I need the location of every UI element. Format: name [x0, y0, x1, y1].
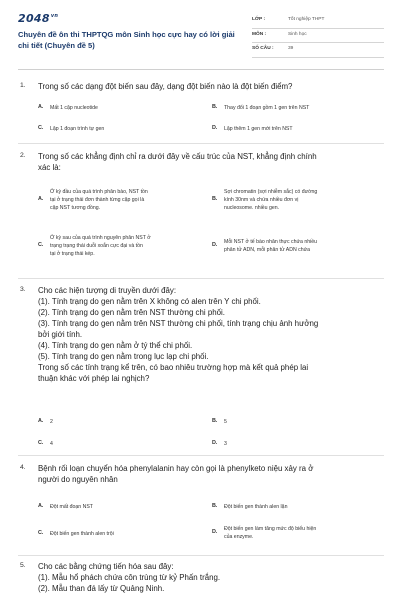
question-text-line: thuận khác với phép lai nghịch? [38, 374, 150, 383]
question-divider [18, 455, 384, 456]
meta-label: SỐ CÂU : [252, 46, 274, 51]
option-letter: C. [38, 530, 44, 536]
option-text [50, 530, 114, 538]
meta-value: Tốt nghiệp THPT [288, 17, 325, 22]
option-letter: D. [212, 529, 218, 535]
option-text [224, 238, 317, 254]
option-text [224, 503, 287, 511]
option-letter: C. [38, 440, 44, 446]
question-text [38, 285, 384, 384]
question-text-line: (1). Mẫu hổ phách chứa côn trùng từ kỷ Phấn trắng. [38, 573, 221, 582]
option-text-line: Đột biến gen làm tăng mức độ biểu hiện [224, 526, 317, 532]
question-text-line: (2). Tính trạng do gen nằm trên NST thường chi phối. [38, 308, 225, 317]
option-letter: D. [212, 440, 218, 446]
option-text-line: 4 [50, 441, 53, 447]
option-text-line: cặp NST tương đồng. [50, 205, 101, 211]
question-number: 1. [20, 82, 26, 89]
question-text-line: người do nguyên nhân [38, 475, 118, 484]
question-text [38, 463, 384, 485]
option-text-line: của enzyme. [224, 534, 254, 540]
option-text [224, 440, 227, 448]
question-text-line: xác là: [38, 163, 61, 172]
option-text [50, 418, 53, 426]
option-letter: B. [212, 418, 218, 424]
meta-value: 39 [288, 46, 294, 51]
question-text-line: Bệnh rối loạn chuyển hóa phenylalanin hay còn gọi là phenylketo niệu xảy ra ở [38, 464, 314, 473]
document-title-line: chi tiết (Chuyên đề 5) [18, 40, 95, 50]
document-meta [252, 14, 384, 58]
option-text-line: kính 30nm và chứa nhiều đơn vị [224, 197, 299, 203]
option-text-line: 2 [50, 419, 53, 425]
option-letter: C. [38, 125, 44, 131]
question-3 [18, 285, 384, 450]
option-letter: A. [38, 418, 44, 424]
question-divider [18, 555, 384, 556]
question-text-line: (5). Tính trạng do gen nằm trong lục lạp chi phối. [38, 352, 209, 361]
question-1 [18, 81, 384, 141]
meta-label: LỚP : [252, 17, 266, 22]
option-letter: A. [38, 503, 44, 509]
option-text-line: Sợi chromatin (sợi nhiễm sắc) có đường [224, 189, 318, 195]
site-logo[interactable] [18, 12, 58, 25]
question-number: 2. [20, 152, 26, 159]
question-number: 4. [20, 464, 26, 471]
option-text-line: phân tử ADN, mỗi phân tử ADN chứa [224, 247, 310, 253]
question-4 [18, 463, 384, 551]
option-text [50, 125, 104, 133]
option-letter: A. [38, 196, 44, 202]
option-letter: B. [212, 196, 218, 202]
question-2 [18, 151, 384, 273]
question-text [38, 561, 384, 594]
header-divider [18, 69, 384, 70]
question-text-line: Cho các hiện tượng di truyền dưới đây: [38, 286, 177, 295]
question-text-line: (2). Mẫu than đá lấy từ Quảng Ninh. [38, 584, 165, 593]
question-text-line: Trong số các khẳng định chỉ ra dưới đây về cấu trúc của NST, khẳng định chính [38, 152, 317, 161]
option-letter: C. [38, 242, 44, 248]
option-letter: D. [212, 125, 218, 131]
option-text-line: Thay đổi 1 đoạn gồm 1 gen trên NST [224, 105, 310, 111]
option-text-line: trạng trạng thái duỗi xoắn cực đại và tồn [50, 243, 143, 249]
meta-value: Sinh học [288, 31, 307, 37]
question-number: 5. [20, 562, 26, 569]
question-number: 3. [20, 286, 26, 293]
question-text [38, 81, 384, 92]
option-text-line: Đột biến gen thành alen trội [50, 531, 114, 537]
option-text-line: Mất 1 cặp nucleotide [50, 105, 98, 111]
document-title [18, 30, 243, 51]
option-text [50, 440, 53, 448]
document-title-line: Chuyên đề ôn thi THPTQG môn Sinh học cực hay có lời giải [18, 30, 235, 39]
logo-suffix: vn [50, 13, 59, 20]
question-text-line: (3). Tính trạng do gen nằm trên NST thường chi phối, tính trạng chịu ảnh hưởng [38, 319, 319, 328]
option-text-line: 5 [224, 419, 227, 425]
question-text-line: Trong số các dạng đột biến sau đây, dạng đột biến nào là đột biến điểm? [38, 82, 293, 91]
option-text-line: tại ở trạng thái đơn thành từng cặp gọi là [50, 197, 145, 203]
logo-text: 2048 [18, 12, 50, 25]
option-letter: B. [212, 503, 218, 509]
option-text [224, 418, 227, 426]
option-letter: D. [212, 242, 218, 248]
question-divider [18, 278, 384, 279]
question-text [38, 151, 384, 173]
option-text-line: Lặp thêm 1 gen mới trên NST [224, 126, 293, 132]
option-text-line: nucleosome. nhiều gen. [224, 205, 280, 211]
option-text-line: Mỗi NST ở tế bào nhân thực chứa nhiều [224, 239, 318, 245]
question-text-line: Trong số các tính trạng kể trên, có bao nhiêu trường hợp mà kết quả phép lai [38, 363, 309, 372]
meta-row-class [252, 14, 384, 29]
option-text-line: tại ở trạng thái kép. [50, 251, 95, 257]
option-text [50, 234, 151, 258]
document-header [18, 12, 384, 60]
option-text-line: 3 [224, 441, 227, 447]
question-text-line: (4). Tính trạng do gen nằm ở tý thể chi phối. [38, 341, 193, 350]
option-text-line: Lặp 1 đoạn trình tự gen [50, 126, 105, 132]
option-text-line: Đột mất đoạn NST [50, 504, 93, 510]
option-text [224, 188, 317, 212]
option-text-line: Ở kỳ đầu của quá trình phân bào, NST tồn [50, 189, 148, 195]
option-text-line: Đột biến gen thành alen lặn [224, 504, 288, 510]
option-text [224, 125, 293, 133]
option-text-line: Ở kỳ sau của quá trình nguyên phân NST ở [50, 235, 151, 241]
option-text [50, 503, 93, 511]
meta-row-count [252, 43, 384, 58]
question-text-line: (1). Tính trạng do gen nằm trên X không có alen trên Y chi phối. [38, 297, 261, 306]
meta-row-subject [252, 29, 384, 44]
meta-label: MÔN : [252, 31, 267, 37]
question-5 [18, 561, 384, 600]
question-divider [18, 143, 384, 144]
option-letter: A. [38, 104, 44, 110]
question-text-line: bởi giới tính. [38, 330, 83, 339]
question-text-line: Cho các bằng chứng tiến hóa sau đây: [38, 562, 174, 571]
option-text [50, 188, 148, 212]
option-text [50, 104, 98, 112]
option-letter: B. [212, 104, 218, 110]
option-text [224, 525, 316, 541]
option-text [224, 104, 309, 112]
